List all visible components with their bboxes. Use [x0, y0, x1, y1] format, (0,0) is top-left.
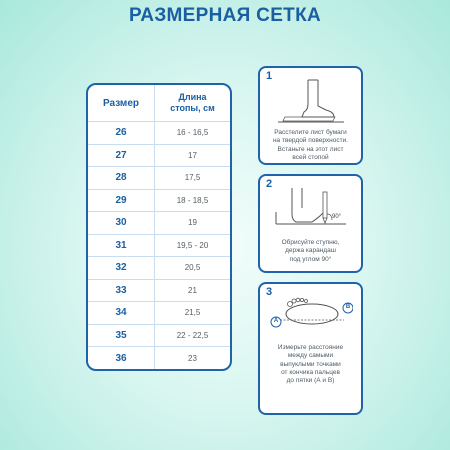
- table-row: [88, 145, 230, 168]
- length-cell: 22 - 22,5: [176, 330, 209, 340]
- length-cell: 21: [188, 285, 197, 295]
- size-cell: 33: [88, 280, 155, 302]
- step-3-text: Измерьте расстояние между самыми выпуклыми точками от кончика пальцев до пятки (А и В): [277, 344, 344, 385]
- size-cell: 29: [88, 190, 155, 212]
- length-cell: 17: [188, 150, 197, 160]
- table-row: [88, 190, 230, 213]
- angle-label: 90°: [332, 214, 342, 220]
- step-3-card: [258, 282, 363, 415]
- table-row: [88, 235, 230, 258]
- length-cell: 19: [188, 218, 197, 228]
- page-title: РАЗМЕРНАЯ СЕТКА: [129, 5, 321, 26]
- size-cell: 30: [88, 212, 155, 234]
- table-row: [88, 167, 230, 190]
- size-cell: 28: [88, 167, 155, 189]
- footprint-measure-icon: [268, 294, 353, 334]
- length-cell: 23: [188, 353, 197, 363]
- size-cell: 31: [88, 235, 155, 257]
- table-row: [88, 347, 230, 370]
- size-cell: 34: [88, 302, 155, 324]
- step-number: 3: [266, 286, 273, 298]
- length-cell: 17,5: [184, 173, 201, 183]
- table-row: [88, 257, 230, 280]
- table-header: [88, 85, 230, 122]
- length-cell: 21,5: [184, 308, 201, 318]
- step-number: 2: [266, 178, 273, 190]
- length-cell: 16 - 16,5: [176, 128, 209, 138]
- foot-pencil-icon: [268, 184, 353, 232]
- step-1-card: [258, 66, 363, 165]
- foot-on-paper-icon: [268, 76, 353, 128]
- table-row: [88, 212, 230, 235]
- table-row: [88, 325, 230, 348]
- table-row: [88, 280, 230, 303]
- size-cell: 32: [88, 257, 155, 279]
- table-row: [88, 302, 230, 325]
- header-size: Размер: [88, 85, 155, 121]
- point-a-label: A: [273, 318, 279, 324]
- step-1-text: Расстелите лист бумаги на твердой поверхности. Встаньте на этот лист всей стопой: [272, 129, 349, 161]
- step-2-text: Обрисуйте ступню, держа карандаш под углом 90°: [281, 239, 340, 263]
- size-cell: 36: [88, 347, 155, 370]
- header-length: Длина стопы, см: [170, 92, 215, 113]
- point-b-label: B: [345, 304, 351, 310]
- length-cell: 20,5: [184, 263, 201, 273]
- size-table: [86, 83, 232, 371]
- step-2-card: [258, 174, 363, 273]
- length-cell: 18 - 18,5: [176, 195, 209, 205]
- table-row: [88, 122, 230, 145]
- size-cell: 26: [88, 122, 155, 144]
- size-cell: 35: [88, 325, 155, 347]
- length-cell: 19,5 - 20: [176, 240, 209, 250]
- size-cell: 27: [88, 145, 155, 167]
- step-number: 1: [266, 70, 273, 82]
